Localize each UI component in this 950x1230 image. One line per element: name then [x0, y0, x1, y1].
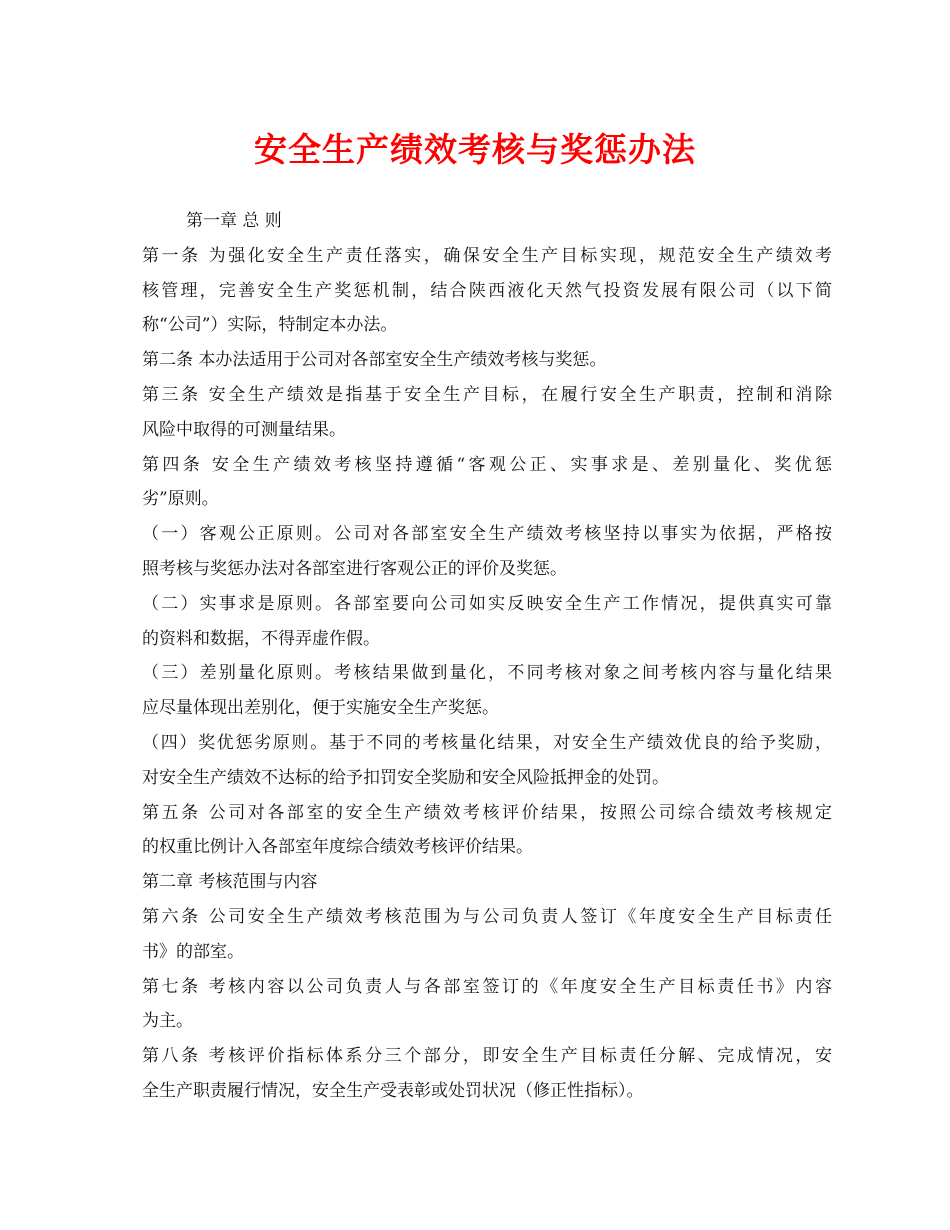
text-line: 称“公司”）实际，特制定本办法。	[142, 315, 398, 336]
text-line: 核管理，完善安全生产奖惩机制，结合陕西液化天然气投资发展有限公司（以下简	[142, 280, 832, 301]
text-line: 的权重比例计入各部室年度综合绩效考核评价结果。	[142, 837, 533, 858]
text-line: 劣”原则。	[142, 489, 219, 510]
text-line: 第一章 总 则	[186, 211, 282, 231]
text-line: （四）奖优惩劣原则。基于不同的考核量化结果，对安全生产绩效优良的给予奖励，	[142, 732, 832, 753]
text-line: 照考核与奖惩办法对各部室进行客观公正的评价及奖惩。	[142, 558, 567, 579]
text-line: 第二条 本办法适用于公司对各部室安全生产绩效考核与奖惩。	[142, 350, 607, 371]
text-line: 第一条 为强化安全生产责任落实，确保安全生产目标实现，规范安全生产绩效考	[142, 245, 832, 266]
text-line: 第八条 考核评价指标体系分三个部分，即安全生产目标责任分解、完成情况，安	[142, 1046, 832, 1067]
text-line: 风险中取得的可测量结果。	[142, 419, 346, 440]
text-line: 对安全生产绩效不达标的给予扣罚安全奖励和安全风险抵押金的处罚。	[142, 767, 669, 788]
text-line: （一）客观公正原则。公司对各部室安全生产绩效考核坚持以事实为依据，严格按	[142, 524, 832, 545]
text-line: 全生产职责履行情况，安全生产受表彰或处罚状况（修正性指标）。	[142, 1080, 644, 1101]
text-line: 为主。	[142, 1011, 193, 1032]
text-line: 第三条 安全生产绩效是指基于安全生产目标，在履行安全生产职责，控制和消除	[142, 384, 832, 405]
text-line: 第六条 公司安全生产绩效考核范围为与公司负责人签订《年度安全生产目标责任	[142, 906, 832, 927]
text-line: （三）差别量化原则。考核结果做到量化，不同考核对象之间考核内容与量化结果	[142, 663, 832, 684]
document-body	[142, 204, 832, 1109]
text-line: 的资料和数据，不得弄虚作假。	[142, 628, 380, 649]
text-line: 书》的部室。	[142, 941, 244, 962]
text-line: （二）实事求是原则。各部室要向公司如实反映安全生产工作情况，提供真实可靠	[142, 593, 832, 614]
text-line: 第七条 考核内容以公司负责人与各部室签订的《年度安全生产目标责任书》内容	[142, 976, 832, 997]
text-line: 第四条 安全生产绩效考核坚持遵循“客观公正、实事求是、差别量化、奖优惩	[142, 454, 832, 475]
text-line: 第二章 考核范围与内容	[142, 872, 318, 893]
text-line: 第五条 公司对各部室的安全生产绩效考核评价结果，按照公司综合绩效考核规定	[142, 802, 832, 823]
text-line: 应尽量体现出差别化，便于实施安全生产奖惩。	[142, 698, 499, 719]
document-title: 安全生产绩效考核与奖惩办法	[254, 130, 696, 169]
